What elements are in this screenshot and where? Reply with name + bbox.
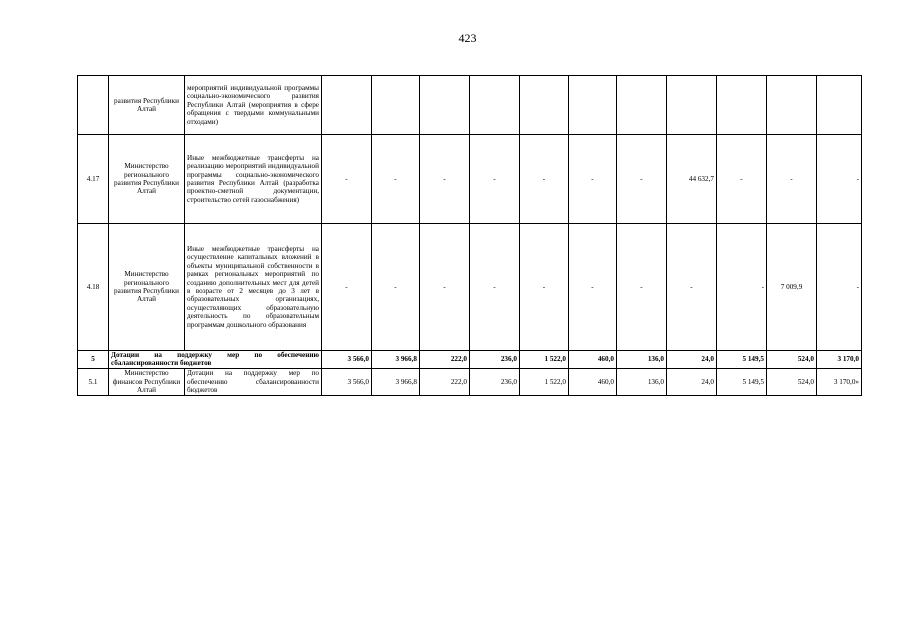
organization-cell: Министерство финансов Республики Алтай: [109, 368, 185, 395]
value-cell: -: [322, 224, 372, 351]
value-cell: [420, 76, 470, 135]
section-title-cell: Дотации на поддержку мер по обеспечению сбалансированности бюджетов: [109, 351, 322, 369]
table-row: [78, 224, 862, 351]
value-cell: 222,0: [420, 351, 470, 369]
value-cell: 7 009,9: [767, 224, 817, 351]
value-cell: [717, 76, 767, 135]
value-cell: -: [520, 224, 569, 351]
value-cell: -: [569, 135, 617, 224]
table-row: [78, 135, 862, 224]
value-cell: [372, 76, 420, 135]
value-cell: [617, 76, 667, 135]
value-cell: [470, 76, 520, 135]
description-cell: Иные межбюджетные трансферты на реализацию мероприятий индивидуальной программы социально-экономического развития Республики Алтай (разработка проектно-сметной документации, строительство сетей газоснабжения): [185, 135, 322, 224]
value-cell: 524,0: [767, 368, 817, 395]
description-cell: Иные межбюджетные трансферты на осуществление капитальных вложений в объекты муниципальной собственности в рамках региональных мероприятий по созданию дополнительных мест для детей в возрасте от 2 месяцев до 3 лет в образовательных организациях, осуществляющих образовательную деятельность по образовательным программам дошкольного образования: [185, 224, 322, 351]
value-cell: 236,0: [470, 368, 520, 395]
value-cell: 3 566,0: [322, 351, 372, 369]
value-cell: [817, 76, 862, 135]
value-cell: -: [617, 135, 667, 224]
value-cell: -: [420, 135, 470, 224]
row-number-cell: [78, 76, 109, 135]
value-cell: -: [767, 135, 817, 224]
value-cell: -: [817, 135, 862, 224]
value-cell: 3 170,0: [817, 351, 862, 369]
value-cell: -: [717, 224, 767, 351]
value-cell: 5 149,5: [717, 351, 767, 369]
value-cell: 136,0: [617, 368, 667, 395]
value-cell: -: [322, 135, 372, 224]
value-cell: 5 149,5: [717, 368, 767, 395]
value-cell: -: [520, 135, 569, 224]
value-cell: 222,0: [420, 368, 470, 395]
value-cell: 524,0: [767, 351, 817, 369]
table-row: [78, 351, 862, 369]
organization-cell: Министерство регионального развития Республики Алтай: [109, 135, 185, 224]
row-number-cell: 4.18: [78, 224, 109, 351]
value-cell: 24,0: [667, 368, 717, 395]
value-cell: 460,0: [569, 368, 617, 395]
organization-cell: Министерство регионального развития Республики Алтай: [109, 224, 185, 351]
row-number-cell: 5: [78, 351, 109, 369]
value-cell: -: [470, 135, 520, 224]
value-cell: 236,0: [470, 351, 520, 369]
value-cell: [767, 76, 817, 135]
value-cell: 3 966,8: [372, 351, 420, 369]
budget-table: [77, 75, 862, 396]
description-cell: мероприятий индивидуальной программы социально-экономического развития Республики Алтай (мероприятия в сфере обращения с твердыми коммунальными отходами): [185, 76, 322, 135]
value-cell: -: [667, 224, 717, 351]
value-cell: 1 522,0: [520, 351, 569, 369]
value-cell: 3 966,8: [372, 368, 420, 395]
value-cell: 44 632,7: [667, 135, 717, 224]
value-cell: [322, 76, 372, 135]
row-number-cell: 4.17: [78, 135, 109, 224]
value-cell: -: [470, 224, 520, 351]
value-cell: -: [372, 135, 420, 224]
value-cell: -: [372, 224, 420, 351]
value-cell: 1 522,0: [520, 368, 569, 395]
value-cell: -: [569, 224, 617, 351]
organization-cell: развития Республики Алтай: [109, 76, 185, 135]
value-cell: -: [817, 224, 862, 351]
description-cell: Дотации на поддержку мер по обеспечению сбалансированности бюджетов: [185, 368, 322, 395]
value-cell: -: [420, 224, 470, 351]
value-cell: 460,0: [569, 351, 617, 369]
value-cell: [569, 76, 617, 135]
value-cell: [667, 76, 717, 135]
value-cell: 24,0: [667, 351, 717, 369]
value-cell: 3 170,0»: [817, 368, 862, 395]
value-cell: 136,0: [617, 351, 667, 369]
page-number: 423: [458, 31, 477, 45]
value-cell: [520, 76, 569, 135]
row-number-cell: 5.1: [78, 368, 109, 395]
value-cell: -: [617, 224, 667, 351]
value-cell: 3 566,0: [322, 368, 372, 395]
table-row: [78, 76, 862, 135]
table-row: [78, 368, 862, 395]
value-cell: -: [717, 135, 767, 224]
